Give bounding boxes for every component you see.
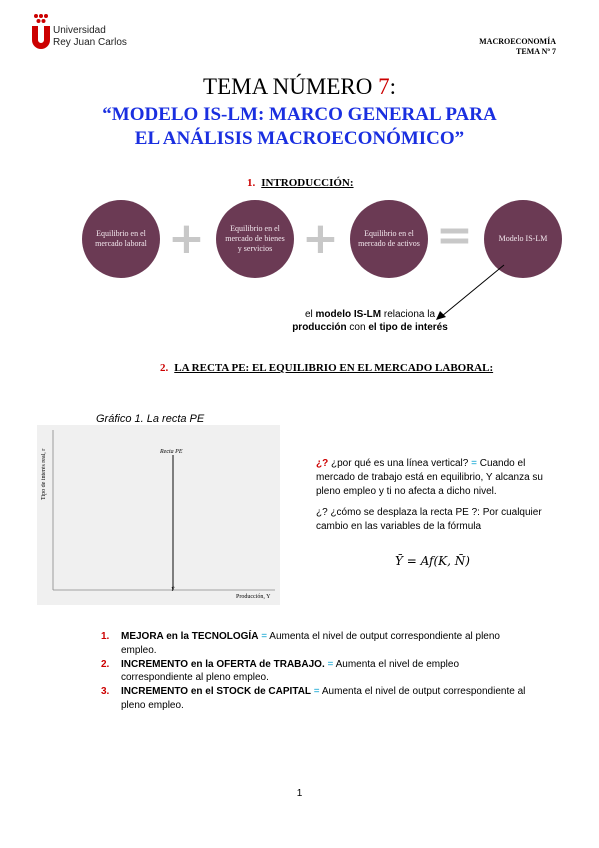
list-item-desc: Aumenta el nivel de output correspondiente al pleno empleo. (121, 631, 500, 656)
question-1-mark: ¿? (316, 458, 329, 469)
page-subtitle (40, 103, 559, 151)
list-item-bold: INCREMENTO en el STOCK de CAPITAL (121, 686, 312, 697)
question-1-answer: Cuando el mercado de trabajo está en equilibrio, Y alcanza su pleno empleo y ti no afecta a dicho nivel. (316, 458, 543, 497)
graph-caption: Gráfico 1. La recta PE (96, 413, 205, 425)
list-item-number: 3. (101, 686, 110, 697)
circle-labor-market: Equilibrio en el mercado laboral (82, 200, 160, 278)
title-suffix: : (389, 74, 396, 99)
list-item (101, 630, 531, 657)
question-1-eq: = (471, 458, 477, 469)
is-lm-note (280, 308, 460, 334)
graph-y-axis-label: Tipo de interés real, r (41, 448, 47, 500)
list-item-eq: = (324, 658, 336, 670)
equals-sign: = (436, 210, 473, 261)
plus-sign-2: + (302, 213, 339, 264)
title-prefix: TEMA NÚMERO (203, 74, 379, 99)
list-item-text (121, 658, 531, 685)
question-1-text: ¿por qué es una línea vertical? (328, 458, 472, 469)
circle-is-lm-model: Modelo IS-LM (484, 200, 562, 278)
shift-causes-list (101, 630, 531, 713)
list-item (101, 658, 531, 685)
list-item-eq: = (258, 631, 270, 642)
section2-number: 2. (160, 362, 169, 374)
university-line2: Rey Juan Carlos (53, 37, 127, 48)
university-line1: Universidad (53, 25, 106, 36)
list-item-bold: INCREMENTO en la OFERTA de TRABAJO. (121, 658, 325, 670)
page-title (0, 74, 599, 100)
section1-title: INTRODUCCIÓN: (261, 177, 354, 189)
list-item-bold: MEJORA en la TECNOLOGÍA (121, 631, 259, 642)
list-item-number: 2. (101, 658, 110, 670)
note-part-b: modelo IS-LM (315, 309, 382, 320)
question-1 (316, 457, 561, 499)
list-item-desc: Aumenta el nivel de empleo correspondiente al pleno empleo. (121, 658, 460, 683)
course-name: MACROECONOMÍA (479, 37, 556, 46)
note-part-c: relaciona la (381, 309, 436, 320)
circle-goods-market: Equilibrio en el mercado de bienes y servicios (216, 200, 294, 278)
list-item-text (121, 630, 531, 657)
header-right (479, 37, 556, 57)
section2-title: LA RECTA PE: EL EQUILIBRIO EN EL MERCADO LABORAL: (174, 362, 494, 374)
tema-number: TEMA Nº 7 (516, 47, 556, 56)
graph-axes (37, 425, 280, 605)
title-number: 7 (378, 74, 390, 99)
graph-ybar-label: Ȳ (171, 587, 175, 593)
note-part-a: el (304, 309, 316, 320)
note-part-e: con (346, 322, 369, 333)
note-part-d: producción (292, 322, 347, 333)
list-item (101, 685, 531, 712)
note-part-f: el tipo de interés (368, 322, 448, 333)
graph-x-axis-label: Producción, Y (236, 594, 271, 600)
page-number: 1 (296, 788, 303, 799)
section2-heading (160, 362, 493, 375)
pe-formula: Ȳ = Af(K, N̄) (395, 554, 470, 568)
plus-sign-1: + (168, 213, 205, 264)
list-item-desc: Aumenta el nivel de output correspondiente al pleno empleo. (121, 686, 526, 711)
list-item-text (121, 685, 531, 712)
section1-heading (247, 177, 354, 190)
circle-asset-market: Equilibrio en el mercado de activos (350, 200, 428, 278)
subtitle-line1: “MODELO IS-LM: MARCO GENERAL PARA (102, 104, 497, 125)
list-item-number: 1. (101, 631, 110, 642)
graph-pe-label: Recta PE (160, 449, 183, 455)
list-item-eq: = (311, 686, 322, 697)
subtitle-line2: EL ANÁLISIS MACROECONÓMICO” (134, 128, 465, 149)
question-2: ¿? ¿cómo se desplaza la recta PE ?: Por cualquier cambio en las variables de la fórmula (316, 507, 542, 532)
section1-number: 1. (247, 177, 256, 189)
university-name (53, 25, 127, 49)
